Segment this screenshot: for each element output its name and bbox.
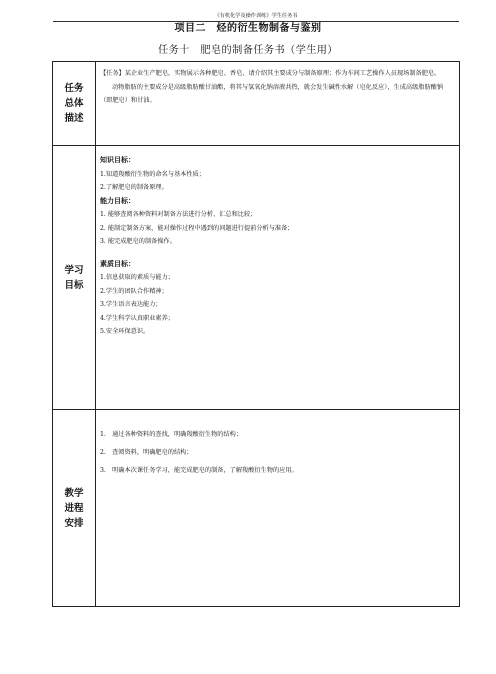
- quality-goal-item: 3.学生语言表达能力；: [100, 301, 162, 308]
- knowledge-goal-item: 1.知道羧酸衍生物的命名与基本性质；: [100, 170, 205, 178]
- schedule-item: 3. 明确本次课任务学习，能完成肥皂的制备，了解羧酸衍生物的应用。: [100, 467, 298, 474]
- overview-content: [100, 67, 454, 145]
- knowledge-goal-item: 2.了解肥皂的制备原理。: [100, 184, 168, 191]
- ability-goal-heading: 能力目标：: [100, 196, 135, 205]
- task-title: 任务十 肥皂的制备任务书（学生用）: [158, 45, 338, 56]
- document-header: 《有机化学及操作训练》学生任务书: [53, 13, 459, 22]
- goals-content: [100, 154, 454, 409]
- quality-goal-heading: 素质目标：: [100, 259, 135, 268]
- goals-label-cell: [53, 146, 96, 409]
- goals-row: [53, 146, 459, 410]
- overview-principle-text: 动物脂肪的主要成分是高级脂肪酸甘油酯，将其与氢氧化钠溶液共热，就会发生碱性水解（皂化反应），生成高级脂肪酸钠（即肥皂）和甘油。: [100, 83, 444, 104]
- schedule-content: [100, 426, 454, 606]
- schedule-item: 2. 查阅资料，明确肥皂的结构；: [100, 449, 193, 456]
- quality-goal-item: 5.安全环保意识。: [100, 328, 150, 335]
- task-table: [52, 61, 460, 607]
- quality-goal-item: 2.学生的团队合作精神；: [100, 287, 168, 295]
- overview-task-text: 【任务】某企业生产肥皂，实物展示各种肥皂、香皂，请介绍其主要成分与制备原理；作为车间工艺操作人员现场制备肥皂。: [100, 70, 441, 77]
- project-title: 项目二 烃的衍生物制备与鉴别: [174, 23, 322, 34]
- quality-goal-item: 1.信息获取的素质与能力；: [100, 274, 174, 281]
- quality-goal-item: 4.学生科学认真职业素养；: [100, 314, 174, 322]
- overview-label-cell: [53, 62, 96, 145]
- overview-label: 任务总体描述: [64, 83, 84, 124]
- schedule-item: 1. 通过各种资料的查找，明确羧酸衍生物的结构；: [100, 431, 243, 438]
- ability-goal-item: 2. 能制定制备方案，能对操作过程中遇到的问题进行提前分析与准备；: [100, 224, 294, 232]
- overview-row: [53, 62, 459, 146]
- ability-goal-item: 1. 能够查阅各种资料对制备方法进行分析、汇总和比较；: [100, 211, 257, 218]
- ability-goal-item: 3. 能完成肥皂的制备操作。: [100, 238, 176, 245]
- schedule-row: [53, 410, 459, 606]
- goals-label: 学习目标: [64, 264, 84, 291]
- schedule-label: 教学进程安排: [64, 487, 84, 529]
- knowledge-goal-heading: 知识目标：: [100, 156, 135, 164]
- schedule-label-cell: [53, 410, 96, 606]
